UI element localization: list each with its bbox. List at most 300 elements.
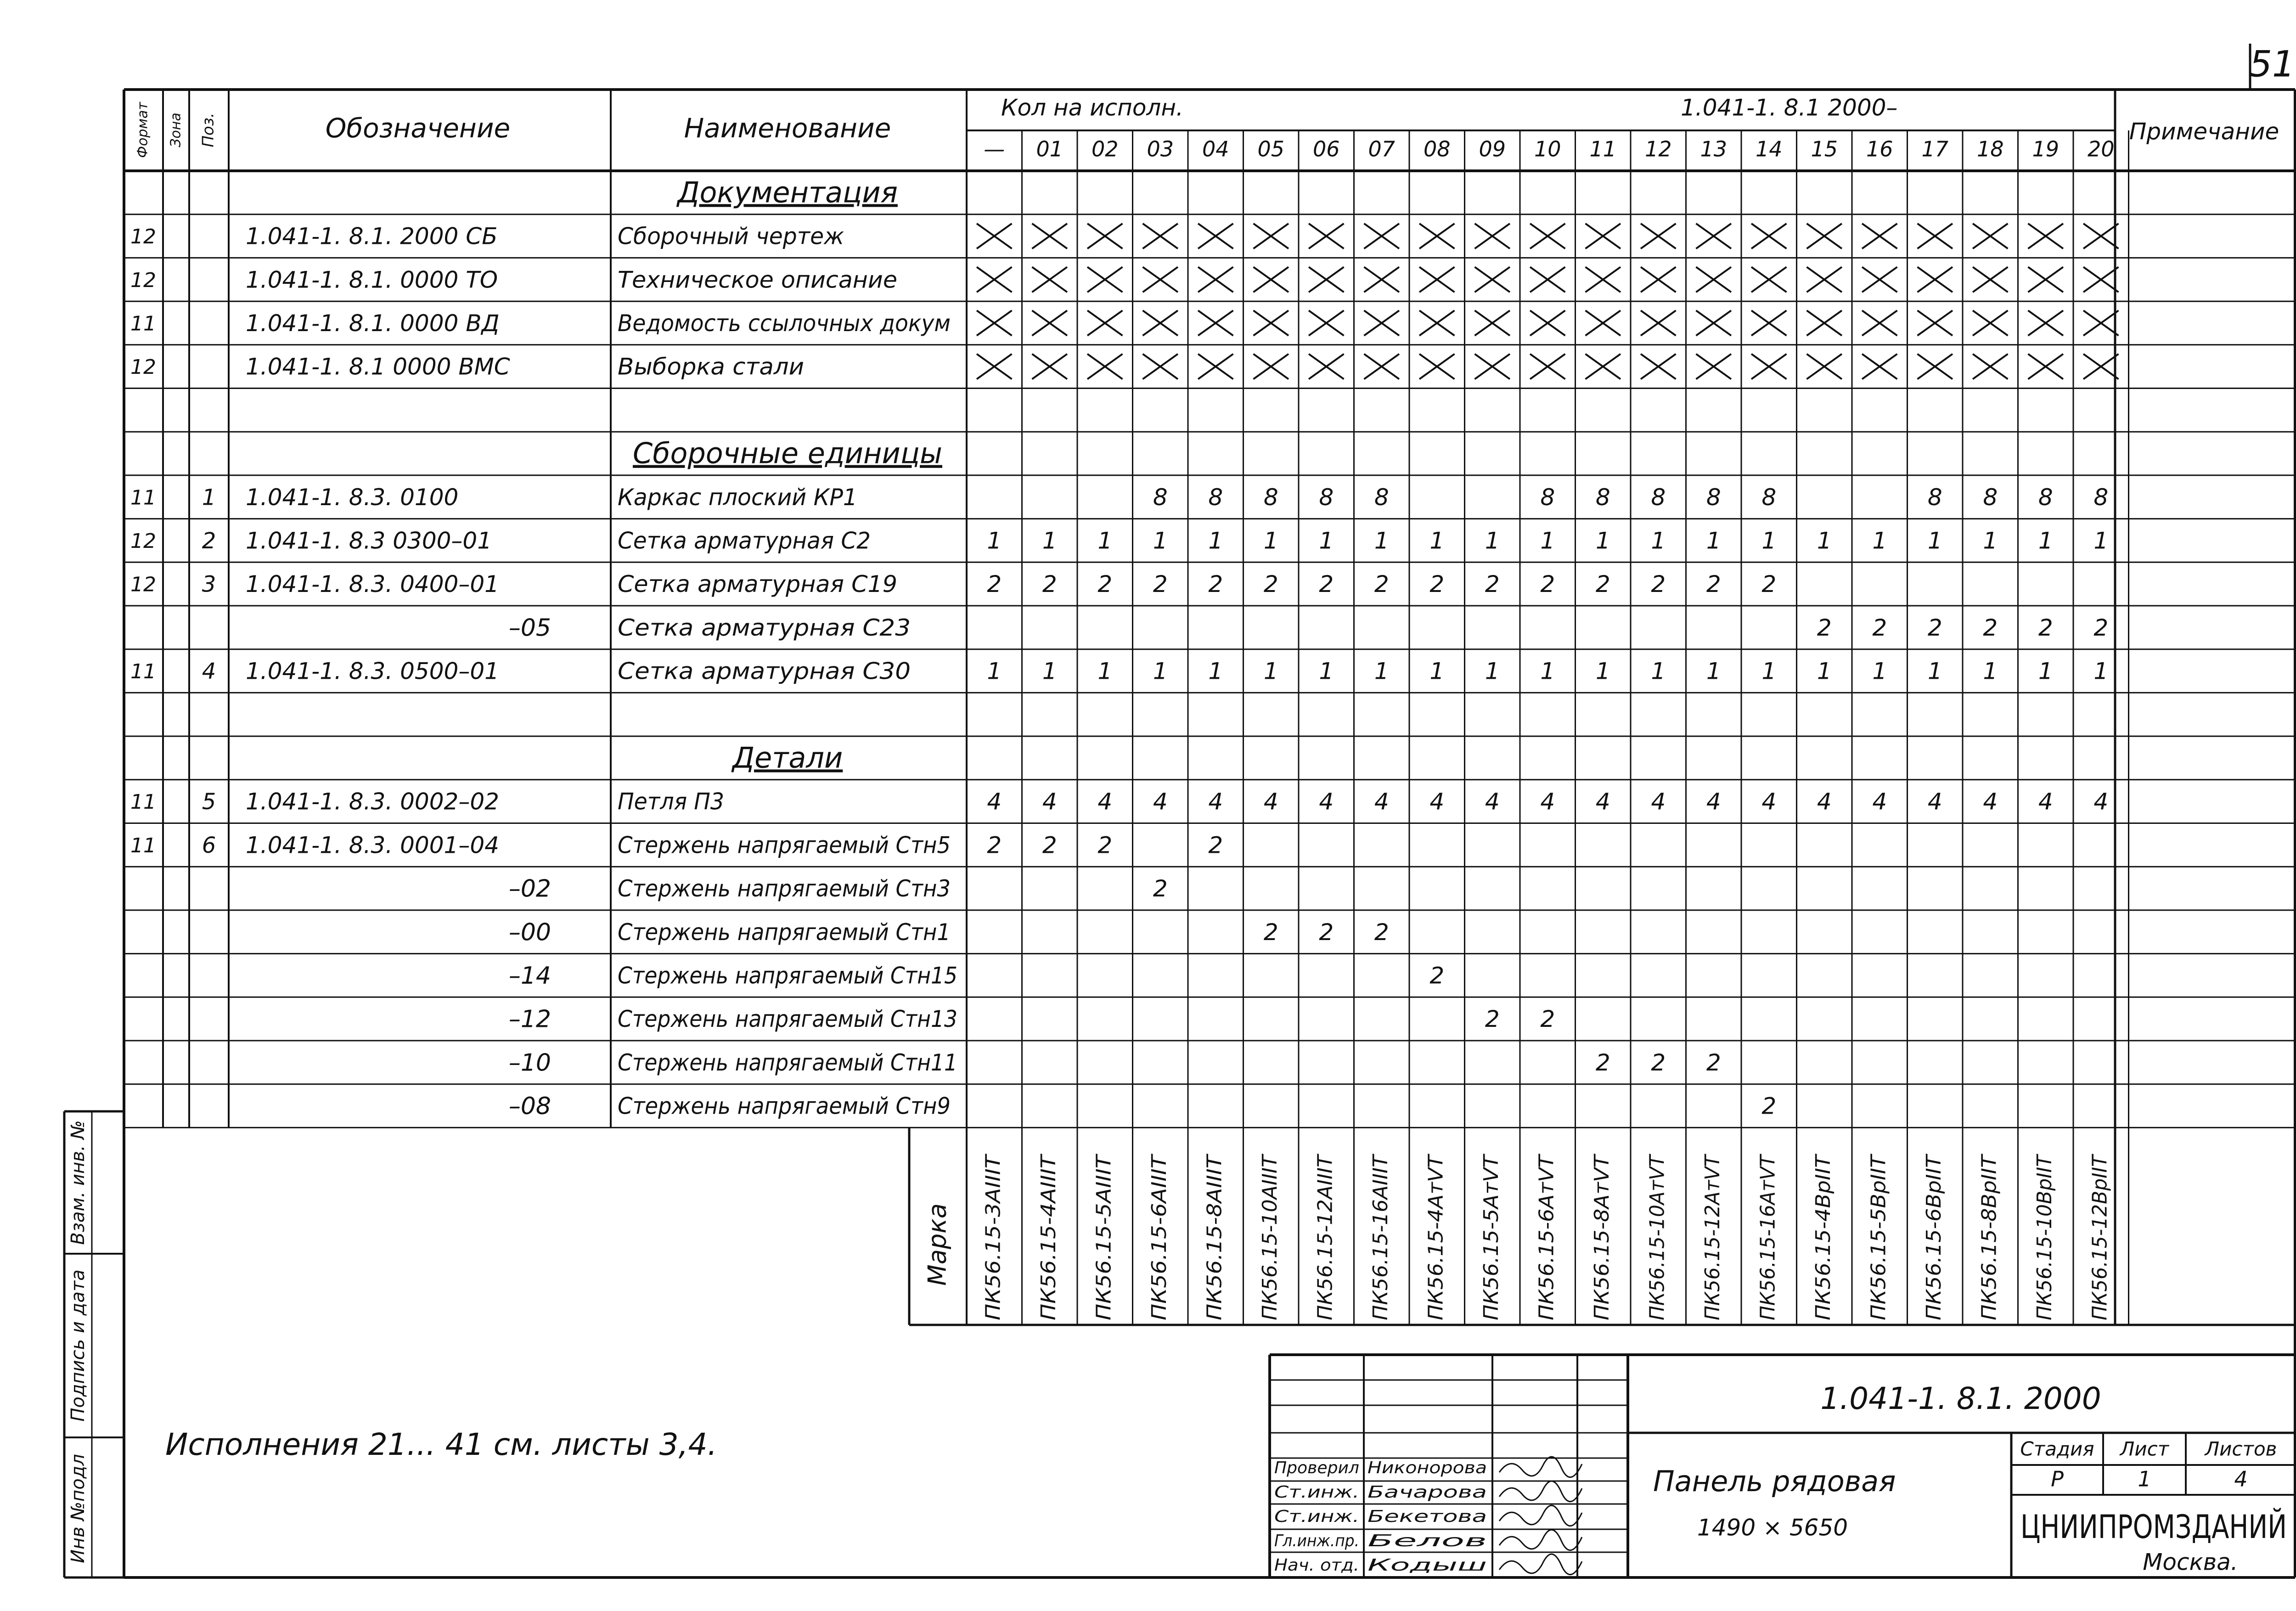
qty-cell: 8 bbox=[1540, 484, 1555, 511]
mark-code: ПК56.15-12ВрIIТ bbox=[2088, 1149, 2112, 1320]
qty-cell: 4 bbox=[1761, 788, 1777, 815]
qty-cell: 1 bbox=[1153, 527, 1168, 554]
qty-cell: 4 bbox=[1097, 788, 1113, 815]
cross-mark bbox=[1309, 224, 1344, 249]
qty-cell: 1 bbox=[1374, 527, 1389, 554]
qty-cell: 2 bbox=[1651, 1049, 1666, 1076]
cross-mark bbox=[1807, 224, 1842, 249]
mark-code: ПК56.15-6АIIIТ bbox=[1147, 1168, 1171, 1320]
qty-cell: 2 bbox=[1208, 571, 1223, 598]
cross-mark bbox=[1862, 224, 1897, 249]
format-cell: 12 bbox=[130, 355, 156, 379]
qty-cell: 4 bbox=[1540, 788, 1555, 815]
qty-cell: 1 bbox=[1263, 658, 1278, 685]
qty-cell: 8 bbox=[1208, 484, 1223, 511]
variant-header: 09 bbox=[1479, 136, 1506, 162]
qty-cell: 2 bbox=[1429, 571, 1445, 598]
name-cell: Стержень напрягаемый Стн15 bbox=[618, 962, 957, 989]
qty-cell: 8 bbox=[1374, 484, 1389, 511]
qty-cell: 8 bbox=[2038, 484, 2053, 511]
variant-header: 06 bbox=[1312, 136, 1340, 162]
mark-code: ПК56.15-8ВрIIТ bbox=[1977, 1161, 2001, 1320]
variant-header: 03 bbox=[1147, 136, 1174, 162]
mark-code: ПК56.15-16АIIIТ bbox=[1368, 1155, 1392, 1320]
section-heading: Сборочные единицы bbox=[632, 436, 943, 470]
designation-cell: –08 bbox=[508, 1093, 551, 1121]
qty-cell: 8 bbox=[1153, 484, 1168, 511]
format-cell: 12 bbox=[130, 529, 156, 553]
qty-cell: 1 bbox=[1872, 527, 1887, 554]
designation-cell: –10 bbox=[508, 1049, 551, 1077]
qty-cell: 1 bbox=[1872, 658, 1887, 685]
executions-note: Исполнения 21... 41 см. листы 3,4. bbox=[165, 1427, 717, 1463]
cross-mark bbox=[1751, 354, 1787, 379]
cross-mark bbox=[1254, 354, 1289, 379]
format-cell: 12 bbox=[130, 268, 156, 292]
qty-cell: 2 bbox=[1097, 832, 1113, 859]
name-cell: Стержень напрягаемый Стн3 bbox=[618, 875, 951, 902]
qty-cell: 1 bbox=[1485, 658, 1500, 685]
cross-mark bbox=[1364, 224, 1400, 249]
format-cell: 11 bbox=[130, 660, 156, 684]
qty-cell: 2 bbox=[1540, 1006, 1555, 1033]
header-zone: Зона bbox=[168, 113, 184, 147]
name-cell: Каркас плоский КР1 bbox=[618, 484, 857, 511]
cross-mark bbox=[1973, 267, 2008, 292]
signer-role: Нач. отд. bbox=[1274, 1556, 1359, 1575]
designation-cell: 1.041-1. 8.3. 0500–01 bbox=[246, 658, 499, 685]
cross-mark bbox=[1475, 354, 1510, 379]
cross-mark bbox=[1918, 224, 1953, 249]
qty-cell: 4 bbox=[1872, 788, 1887, 815]
cross-mark bbox=[977, 354, 1012, 379]
name-cell: Стержень напрягаемый Стн5 bbox=[618, 832, 951, 859]
name-cell: Ведомость ссылочных докум bbox=[618, 310, 951, 337]
qty-cell: 1 bbox=[1927, 527, 1942, 554]
cross-mark bbox=[1862, 354, 1897, 379]
qty-cell: 1 bbox=[1208, 658, 1223, 685]
qty-cell: 1 bbox=[1595, 527, 1610, 554]
cross-mark bbox=[2083, 310, 2119, 336]
cross-mark bbox=[1807, 310, 1842, 336]
cross-mark bbox=[1475, 267, 1510, 292]
qty-cell: 2 bbox=[1872, 614, 1887, 641]
cross-mark bbox=[1254, 267, 1289, 292]
variant-header: — bbox=[984, 136, 1005, 162]
sheets-label: Листов bbox=[2205, 1437, 2277, 1460]
cross-mark bbox=[1419, 224, 1455, 249]
cross-mark bbox=[1641, 310, 1676, 336]
qty-cell: 8 bbox=[1595, 484, 1610, 511]
signer-name: Бачарова bbox=[1367, 1483, 1487, 1502]
mark-code: ПК56.15-8АтVТ bbox=[1590, 1161, 1614, 1320]
pos-cell: 3 bbox=[202, 571, 216, 597]
qty-cell: 1 bbox=[1042, 658, 1057, 685]
format-cell: 11 bbox=[130, 486, 156, 510]
qty-cell: 4 bbox=[1595, 788, 1610, 815]
variant-header: 13 bbox=[1700, 136, 1728, 162]
side-label-sign: Подпись и дата bbox=[68, 1269, 89, 1422]
qty-cell: 1 bbox=[987, 527, 1002, 554]
cross-mark bbox=[1973, 224, 2008, 249]
qty-cell: 1 bbox=[987, 658, 1002, 685]
mark-code: ПК56.15-5АтVТ bbox=[1479, 1161, 1503, 1320]
signature bbox=[1499, 1457, 1582, 1477]
signer-role: Проверил bbox=[1274, 1459, 1359, 1477]
qty-cell: 1 bbox=[1540, 527, 1555, 554]
signer-role: Ст.инж. bbox=[1274, 1483, 1359, 1502]
cross-mark bbox=[2083, 267, 2119, 292]
document-title: Панель рядовая bbox=[1653, 1465, 1896, 1498]
mark-code: ПК56.15-4ВрIIТ bbox=[1811, 1161, 1835, 1320]
qty-cell: 4 bbox=[2093, 788, 2109, 815]
name-cell: Стержень напрягаемый Стн1 bbox=[618, 918, 951, 946]
section-heading: Детали bbox=[732, 741, 843, 775]
qty-cell: 1 bbox=[1761, 527, 1777, 554]
qty-cell: 1 bbox=[1927, 658, 1942, 685]
cross-mark bbox=[1862, 310, 1897, 336]
format-cell: 12 bbox=[130, 225, 156, 249]
qty-cell: 8 bbox=[1651, 484, 1666, 511]
cross-mark bbox=[1143, 224, 1178, 249]
name-cell: Стержень напрягаемый Стн13 bbox=[618, 1006, 957, 1033]
mark-code: ПК56.15-3АIIIТ bbox=[981, 1168, 1005, 1320]
qty-cell: 2 bbox=[1595, 571, 1610, 598]
qty-cell: 1 bbox=[2038, 658, 2053, 685]
document-size: 1490 × 5650 bbox=[1697, 1514, 1848, 1541]
qty-cell: 2 bbox=[1042, 571, 1057, 598]
qty-cell: 2 bbox=[987, 832, 1002, 859]
qty-cell: 1 bbox=[1983, 527, 1998, 554]
mark-code: ПК56.15-4АтVТ bbox=[1424, 1161, 1448, 1320]
cross-mark bbox=[1309, 310, 1344, 336]
cross-mark bbox=[2083, 354, 2119, 379]
qty-cell: 8 bbox=[1263, 484, 1278, 511]
variant-header: 11 bbox=[1589, 136, 1617, 162]
mark-code: ПК56.15-10ВрIIТ bbox=[2032, 1149, 2056, 1320]
cross-mark bbox=[1198, 224, 1233, 249]
cross-mark bbox=[1032, 310, 1068, 336]
cross-mark bbox=[1143, 310, 1178, 336]
qty-cell: 8 bbox=[1319, 484, 1334, 511]
designation-cell: –05 bbox=[508, 614, 551, 642]
qty-cell: 4 bbox=[2038, 788, 2053, 815]
designation-cell: –12 bbox=[508, 1005, 551, 1033]
cross-mark bbox=[1254, 224, 1289, 249]
cross-mark bbox=[1143, 267, 1178, 292]
qty-cell: 1 bbox=[2093, 658, 2109, 685]
qty-cell: 1 bbox=[1319, 527, 1334, 554]
mark-code: ПК56.15-12АтVТ bbox=[1700, 1148, 1724, 1320]
cross-mark bbox=[1530, 354, 1565, 379]
cross-mark bbox=[2028, 354, 2064, 379]
cross-mark bbox=[1641, 267, 1676, 292]
name-cell: Стержень напрягаемый Стн9 bbox=[618, 1093, 951, 1120]
cross-mark bbox=[1309, 354, 1344, 379]
cross-mark bbox=[1419, 310, 1455, 336]
designation-cell: 1.041-1. 8.1. 2000 СБ bbox=[246, 223, 498, 250]
variant-header: 10 bbox=[1534, 136, 1561, 162]
qty-cell: 1 bbox=[1429, 658, 1445, 685]
cross-mark bbox=[1696, 310, 1732, 336]
cross-mark bbox=[1475, 224, 1510, 249]
qty-cell: 2 bbox=[1263, 571, 1278, 598]
cross-mark bbox=[1586, 310, 1621, 336]
name-cell: Техническое описание bbox=[618, 266, 897, 293]
cross-mark bbox=[1918, 310, 1953, 336]
variant-header: 02 bbox=[1091, 136, 1119, 162]
pos-cell: 5 bbox=[202, 789, 216, 815]
sheet-value: 1 bbox=[2138, 1466, 2151, 1492]
name-cell: Петля П3 bbox=[618, 788, 724, 815]
qty-cell: 1 bbox=[2038, 527, 2053, 554]
cross-mark bbox=[1973, 310, 2008, 336]
cross-mark bbox=[1862, 267, 1897, 292]
qty-cell: 2 bbox=[1706, 571, 1721, 598]
cross-mark bbox=[1696, 354, 1732, 379]
header-designation: Обозначение bbox=[325, 113, 511, 144]
qty-cell: 1 bbox=[1761, 658, 1777, 685]
name-cell: Сетка арматурная С30 bbox=[618, 658, 911, 685]
cross-mark bbox=[1032, 224, 1068, 249]
signer-name: Белов bbox=[1367, 1532, 1487, 1550]
qty-cell: 2 bbox=[1429, 962, 1445, 989]
designation-cell: –14 bbox=[508, 962, 551, 990]
pos-cell: 4 bbox=[202, 659, 216, 685]
cross-mark bbox=[977, 224, 1012, 249]
qty-cell: 1 bbox=[1651, 527, 1666, 554]
signature bbox=[1499, 1530, 1582, 1550]
mark-code: ПК56.15-4АIIIТ bbox=[1036, 1168, 1060, 1320]
header-format: Формат bbox=[135, 102, 151, 158]
qty-cell: 2 bbox=[1927, 614, 1942, 641]
sheet-number: 51 bbox=[2249, 44, 2295, 85]
cross-mark bbox=[1807, 354, 1842, 379]
variant-header: 20 bbox=[2087, 136, 2115, 162]
signer-name: Кодыш bbox=[1367, 1556, 1487, 1575]
qty-cell: 1 bbox=[1817, 658, 1832, 685]
qty-cell: 1 bbox=[1651, 658, 1666, 685]
mark-code: ПК56.15-5ВрIIТ bbox=[1867, 1161, 1891, 1320]
sheet-label: Лист bbox=[2120, 1437, 2169, 1460]
qty-cell: 2 bbox=[1651, 571, 1666, 598]
qty-cell: 4 bbox=[1208, 788, 1223, 815]
qty-cell: 1 bbox=[1595, 658, 1610, 685]
qty-cell: 1 bbox=[1817, 527, 1832, 554]
qty-cell: 2 bbox=[1761, 571, 1777, 598]
qty-cell: 1 bbox=[1540, 658, 1555, 685]
qty-cell: 4 bbox=[1429, 788, 1445, 815]
qty-cell: 8 bbox=[1761, 484, 1777, 511]
qty-cell: 4 bbox=[1817, 788, 1832, 815]
qty-cell: 1 bbox=[1983, 658, 1998, 685]
qty-cell: 1 bbox=[1706, 658, 1721, 685]
qty-cell: 4 bbox=[1927, 788, 1942, 815]
qty-cell: 4 bbox=[1042, 788, 1057, 815]
cross-mark bbox=[2028, 310, 2064, 336]
header-pos: Поз. bbox=[199, 113, 218, 147]
qty-cell: 1 bbox=[1097, 658, 1113, 685]
header-qty-label: Кол на исполн. bbox=[1001, 94, 1183, 121]
cross-mark bbox=[1696, 224, 1732, 249]
qty-cell: 1 bbox=[1153, 658, 1168, 685]
designation-cell: 1.041-1. 8.3. 0100 bbox=[246, 484, 459, 511]
cross-mark bbox=[1641, 354, 1676, 379]
qty-cell: 2 bbox=[987, 571, 1002, 598]
variant-header: 08 bbox=[1423, 136, 1451, 162]
sheets-value: 4 bbox=[2234, 1466, 2248, 1492]
cross-mark bbox=[977, 310, 1012, 336]
cross-mark bbox=[2028, 224, 2064, 249]
signature bbox=[1499, 1554, 1582, 1574]
qty-cell: 2 bbox=[1983, 614, 1998, 641]
format-cell: 11 bbox=[130, 790, 156, 814]
qty-cell: 8 bbox=[2093, 484, 2109, 511]
qty-cell: 1 bbox=[2093, 527, 2109, 554]
designation-cell: 1.041-1. 8.3 0300–01 bbox=[246, 527, 492, 554]
qty-cell: 2 bbox=[1374, 918, 1389, 946]
qty-cell: 1 bbox=[1706, 527, 1721, 554]
qty-cell: 4 bbox=[1485, 788, 1500, 815]
cross-mark bbox=[1087, 224, 1123, 249]
name-cell: Сетка арматурная С19 bbox=[618, 571, 897, 598]
name-cell: Сетка арматурная С23 bbox=[618, 614, 911, 641]
designation-cell: 1.041-1. 8.3. 0002–02 bbox=[246, 788, 499, 815]
signer-role: Ст.инж. bbox=[1274, 1507, 1359, 1526]
cross-mark bbox=[1530, 267, 1565, 292]
designation-cell: 1.041-1. 8.3. 0001–04 bbox=[246, 832, 499, 859]
qty-cell: 1 bbox=[1319, 658, 1334, 685]
variant-header: 19 bbox=[2032, 136, 2060, 162]
cross-mark bbox=[1143, 354, 1178, 379]
stage-value: Р bbox=[2051, 1466, 2064, 1492]
cross-mark bbox=[1751, 267, 1787, 292]
pos-cell: 6 bbox=[202, 832, 216, 858]
designation-cell: 1.041-1. 8.1. 0000 ВД bbox=[246, 310, 500, 337]
qty-cell: 8 bbox=[1706, 484, 1721, 511]
cross-mark bbox=[1032, 267, 1068, 292]
qty-cell: 2 bbox=[1485, 571, 1500, 598]
cross-mark bbox=[977, 267, 1012, 292]
qty-cell: 2 bbox=[1319, 571, 1334, 598]
variant-header: 07 bbox=[1368, 136, 1396, 162]
mark-code: ПК56.15-8АIIIТ bbox=[1203, 1168, 1227, 1320]
variant-header: 05 bbox=[1257, 136, 1285, 162]
qty-cell: 2 bbox=[1706, 1049, 1721, 1076]
qty-cell: 2 bbox=[2038, 614, 2053, 641]
section-heading: Документация bbox=[677, 175, 898, 209]
qty-cell: 2 bbox=[1817, 614, 1832, 641]
signer-name: Бекетова bbox=[1367, 1507, 1487, 1526]
mark-code: ПК56.15-12АIIIТ bbox=[1313, 1155, 1337, 1320]
marka-label: Марка bbox=[923, 1203, 952, 1286]
cross-mark bbox=[1364, 310, 1400, 336]
cross-mark bbox=[1696, 267, 1732, 292]
header-note: Примечание bbox=[2129, 118, 2279, 145]
format-cell: 11 bbox=[130, 834, 156, 857]
stage-label: Стадия bbox=[2020, 1437, 2094, 1460]
header-name: Наименование bbox=[684, 113, 891, 144]
qty-cell: 1 bbox=[1374, 658, 1389, 685]
qty-cell: 2 bbox=[1540, 571, 1555, 598]
cross-mark bbox=[1530, 224, 1565, 249]
qty-cell: 4 bbox=[1983, 788, 1998, 815]
qty-cell: 1 bbox=[1485, 527, 1500, 554]
format-cell: 12 bbox=[130, 573, 156, 597]
qty-cell: 1 bbox=[1263, 527, 1278, 554]
signer-name: Никонорова bbox=[1367, 1459, 1487, 1477]
designation-cell: –02 bbox=[508, 875, 551, 903]
cross-mark bbox=[1475, 310, 1510, 336]
qty-cell: 2 bbox=[1263, 918, 1278, 946]
cross-mark bbox=[2083, 224, 2119, 249]
qty-cell: 2 bbox=[1042, 832, 1057, 859]
qty-cell: 1 bbox=[1208, 527, 1223, 554]
qty-cell: 4 bbox=[1374, 788, 1389, 815]
qty-cell: 8 bbox=[1983, 484, 1998, 511]
name-cell: Выборка стали bbox=[618, 353, 804, 380]
cross-mark bbox=[1586, 354, 1621, 379]
qty-cell: 2 bbox=[1595, 1049, 1610, 1076]
document-code: 1.041-1. 8.1. 2000 bbox=[1820, 1381, 2101, 1417]
cross-mark bbox=[1586, 267, 1621, 292]
organization-name: ЦНИИПРОМЗДАНИЙ bbox=[2020, 1508, 2287, 1546]
variant-header: 04 bbox=[1202, 136, 1229, 162]
signature bbox=[1499, 1481, 1582, 1501]
name-cell: Сборочный чертеж bbox=[618, 223, 844, 250]
cross-mark bbox=[1419, 354, 1455, 379]
mark-code: ПК56.15-6ВрIIТ bbox=[1922, 1161, 1946, 1320]
qty-cell: 2 bbox=[1761, 1093, 1777, 1120]
cross-mark bbox=[1918, 354, 1953, 379]
cross-mark bbox=[1918, 267, 1953, 292]
cross-mark bbox=[1364, 354, 1400, 379]
name-cell: Стержень напрягаемый Стн11 bbox=[618, 1049, 957, 1076]
qty-cell: 4 bbox=[1651, 788, 1666, 815]
mark-code: ПК56.15-10АтVТ bbox=[1645, 1148, 1669, 1320]
cross-mark bbox=[1530, 310, 1565, 336]
variant-header: 14 bbox=[1755, 136, 1783, 162]
signer-role: Гл.инж.пр. bbox=[1274, 1532, 1359, 1550]
side-label-replace: Взам. инв. № bbox=[68, 1120, 89, 1245]
specification-table bbox=[130, 44, 2295, 1462]
cross-mark bbox=[1973, 354, 2008, 379]
cross-mark bbox=[1087, 354, 1123, 379]
variant-header: 17 bbox=[1921, 136, 1949, 162]
title-block bbox=[1270, 1355, 2295, 1577]
mark-code: ПК56.15-6АтVТ bbox=[1535, 1161, 1559, 1320]
qty-cell: 2 bbox=[1485, 1006, 1500, 1033]
cross-mark bbox=[1751, 224, 1787, 249]
mark-code: ПК56.15-10АIIIТ bbox=[1258, 1155, 1282, 1320]
mark-code: ПК56.15-5АIIIТ bbox=[1092, 1168, 1116, 1320]
qty-cell: 8 bbox=[1927, 484, 1942, 511]
designation-cell: 1.041-1. 8.3. 0400–01 bbox=[246, 571, 499, 598]
name-cell: Сетка арматурная С2 bbox=[618, 527, 871, 554]
cross-mark bbox=[1309, 267, 1344, 292]
cross-mark bbox=[1364, 267, 1400, 292]
designation-cell: –00 bbox=[508, 918, 551, 946]
variant-header: 12 bbox=[1644, 136, 1672, 162]
cross-mark bbox=[1586, 224, 1621, 249]
cross-mark bbox=[1641, 224, 1676, 249]
qty-cell: 2 bbox=[1153, 571, 1168, 598]
qty-cell: 1 bbox=[1042, 527, 1057, 554]
cross-mark bbox=[1419, 267, 1455, 292]
qty-cell: 4 bbox=[1319, 788, 1334, 815]
qty-cell: 2 bbox=[1208, 832, 1223, 859]
qty-cell: 4 bbox=[1706, 788, 1721, 815]
